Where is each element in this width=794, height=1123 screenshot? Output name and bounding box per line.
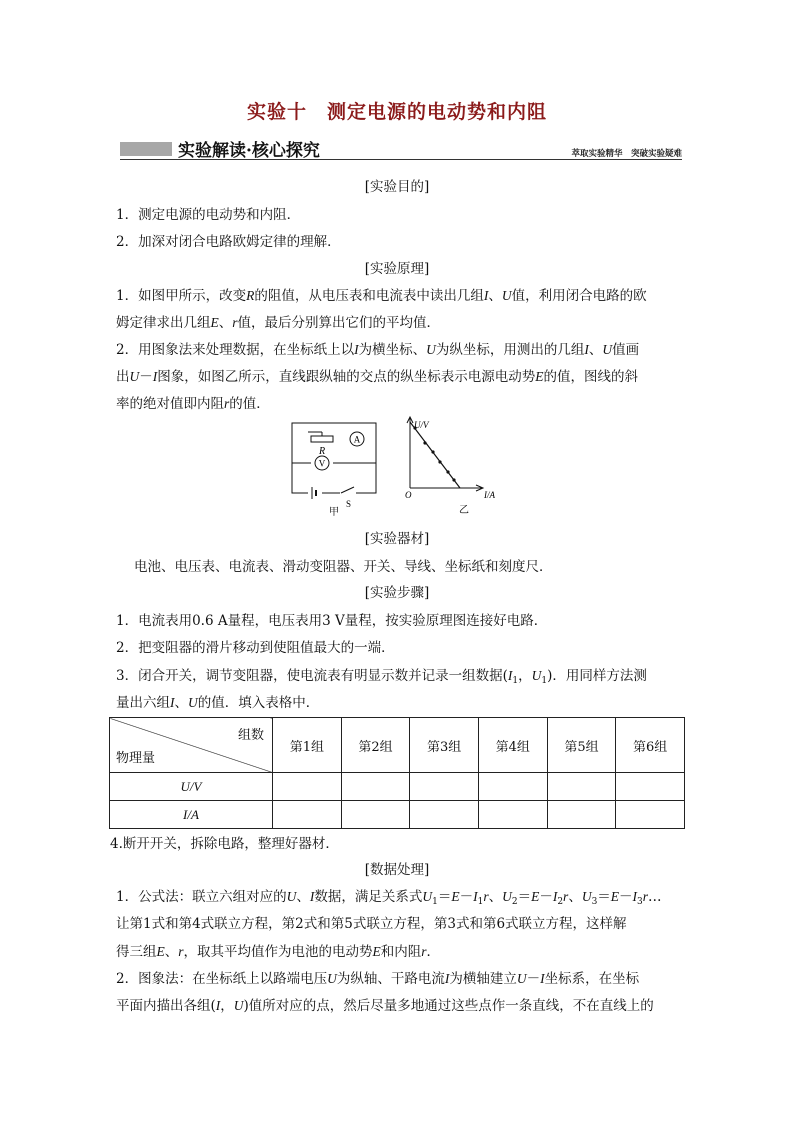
data-table — [109, 717, 685, 829]
table-cell — [478, 801, 547, 829]
principle-line-1: 1．如图甲所示，改变R的阻值，从电压表和电流表中读出几组I、U值，利用闭合电路的欧 — [116, 288, 647, 304]
step-4: 4.断开开关，拆除电路，整理好器材． — [110, 836, 339, 852]
table-cell — [273, 773, 342, 801]
column-header: 第6组 — [616, 718, 685, 773]
principle-line-3: 2．用图象法来处理数据，在坐标纸上以I为横坐标、U为纵坐标，用测出的几组I、U值画 — [116, 342, 640, 358]
table-header-row — [110, 718, 685, 773]
ui-graph — [400, 412, 510, 518]
processing-line-5: 平面内描出各组(I，U)值所对应的点，然后尽量多地通过这些点作一条直线，不在直线上的 — [116, 998, 654, 1014]
equipment-text: 电池、电压表、电流表、滑动变阻器、开关、导线、坐标纸和刻度尺． — [134, 559, 553, 575]
corner-label-groups: 组数 — [237, 728, 264, 743]
principle-line-4: 出U－I图象，如图乙所示，直线跟纵轴的交点的纵坐标表示电源电动势E的值，图线的斜 — [116, 369, 638, 385]
voltmeter-label: V — [318, 458, 326, 469]
processing-line-2: 让第1式和第4式联立方程，第2式和第5式联立方程，第3式和第6式联立方程，这样解 — [116, 916, 627, 932]
table-cell — [410, 801, 479, 829]
column-header: 第5组 — [547, 718, 616, 773]
table-cell — [341, 773, 410, 801]
table-cell — [616, 801, 685, 829]
row-header: U/V — [110, 773, 273, 801]
table-corner-cell — [110, 718, 273, 773]
step-3-line-1: 3．闭合开关，调节变阻器，使电流表有明显示数并记录一组数据($I_1$，$U_1$)．用同样方法测 — [116, 668, 647, 686]
resistor-label: R — [318, 446, 326, 457]
principle-line-5: 率的绝对值即内阻r的值． — [116, 396, 270, 412]
table-cell — [273, 801, 342, 829]
switch-label: S — [346, 499, 352, 509]
figure-caption-jia: 甲 — [329, 507, 339, 518]
table-row — [110, 773, 685, 801]
principle-line-2: 姆定律求出几组E、r值，最后分别算出它们的平均值． — [116, 315, 441, 331]
ammeter-label: A — [353, 434, 361, 445]
column-header: 第4组 — [478, 718, 547, 773]
table-cell — [341, 801, 410, 829]
heading-processing: [数据处理] — [364, 862, 430, 878]
heading-steps: [实验步骤] — [364, 585, 430, 601]
origin-label: O — [405, 490, 412, 500]
table-cell — [547, 773, 616, 801]
heading-equipment: [实验器材] — [364, 531, 430, 547]
processing-line-3: 得三组E、r，取其平均值作为电池的电动势E和内阻r． — [116, 944, 441, 960]
column-header: 第2组 — [341, 718, 410, 773]
table-cell — [410, 773, 479, 801]
section-band-bar — [120, 142, 172, 156]
circuit-loop — [292, 423, 376, 493]
purpose-line-2: 2．加深对闭合电路欧姆定律的理解． — [116, 234, 341, 250]
table-row — [110, 801, 685, 829]
fit-line — [410, 422, 460, 488]
column-header: 第1组 — [273, 718, 342, 773]
purpose-line-1: 1．测定电源的电动势和内阻． — [116, 207, 301, 223]
rheostat-icon — [311, 436, 333, 442]
y-axis-label: U/V — [414, 420, 429, 430]
processing-line-1: 1．公式法：联立六组对应的U、I数据，满足关系式$U_1=E-I_1r$、$U_2=E-I_2r$、$U_3=E-I_3r\dots$ — [116, 889, 662, 907]
page-title: 实验十 测定电源的电动势和内阻 — [246, 101, 547, 123]
band-subtitle: 萃取实验精华 突破实验疑难 — [571, 149, 682, 159]
circuit-diagram — [286, 418, 386, 518]
heading-principle: [实验原理] — [364, 261, 430, 277]
band-divider — [120, 159, 682, 160]
table-cell — [547, 801, 616, 829]
corner-label-quantity: 物理量 — [116, 751, 156, 766]
band-title: 实验解读·核心探究 — [178, 141, 320, 161]
figure-caption-yi: 乙 — [459, 505, 469, 516]
heading-purpose: [实验目的] — [364, 179, 430, 195]
processing-line-4: 2．图象法：在坐标纸上以路端电压U为纵轴、干路电流I为横轴建立U－I坐标系，在坐标 — [116, 971, 640, 987]
table-cell — [616, 773, 685, 801]
step-1: 1．电流表用0.6 A量程，电压表用3 V量程，按实验原理图连接好电路． — [116, 613, 548, 629]
row-header: I/A — [110, 801, 273, 829]
table-cell — [478, 773, 547, 801]
step-2: 2．把变阻器的滑片移动到使阻值最大的一端． — [116, 640, 395, 656]
x-axis-label: I/A — [484, 490, 495, 500]
step-3-line-2: 量出六组I、U的值．填入表格中． — [116, 695, 320, 711]
column-header: 第3组 — [410, 718, 479, 773]
